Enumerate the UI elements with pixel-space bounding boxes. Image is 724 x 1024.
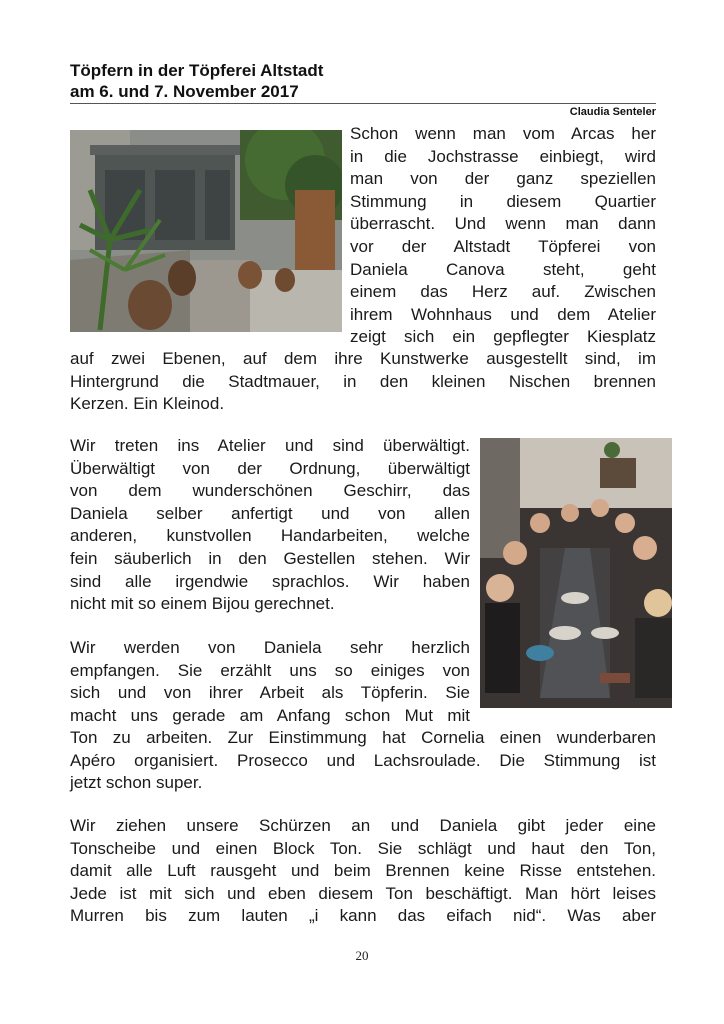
workshop-photo <box>480 438 672 708</box>
paragraph-4 <box>70 815 656 928</box>
text-line: damit alle Luft rausgeht und beim Brennen keine Risse entstehen. <box>70 861 656 881</box>
text-line: ihrem Wohnhaus und dem Atelier <box>350 304 656 324</box>
paragraph-3-full <box>70 727 656 795</box>
text-line: Kerzen. Ein Kleinod. <box>70 394 225 414</box>
text-line: sich und von ihrer Arbeit als Töpferin. Sie <box>70 683 470 703</box>
text-line: Hintergrund die Stadtmauer, in den kleinen Nischen brennen <box>70 371 656 391</box>
paragraph-3-wrapped <box>70 637 470 727</box>
text-line: Daniela selber anfertigt und von allen <box>70 503 470 523</box>
text-line: Daniela Canova steht, geht <box>350 259 656 279</box>
text-line: Murren bis zum lauten „i kann das eifach nid“. Was aber <box>70 906 656 926</box>
title-line-1: Töpfern in der Töpferei Altstadt <box>70 61 324 80</box>
text-line: man von der ganz speziellen <box>350 169 656 189</box>
text-line: fein säuberlich in den Gestellen stehen. Wir <box>70 548 470 568</box>
text-line: empfangen. Sie erzählt uns so einiges von <box>70 660 470 680</box>
text-line: macht uns gerade am Anfang schon Mut mit <box>70 705 470 725</box>
text-line: nicht mit so einem Bijou gerechnet. <box>70 594 335 614</box>
text-line: von dem wunderschönen Geschirr, das <box>70 481 470 501</box>
text-line: Jede ist mit sich und eben diesem Ton beschäftigt. Man hört leises <box>70 883 656 903</box>
page-number: 20 <box>355 948 369 963</box>
text-line: Überwältigt von der Ordnung, überwältigt <box>70 458 470 478</box>
courtyard-photo <box>70 130 342 332</box>
text-line: auf zwei Ebenen, auf dem ihre Kunstwerke ausgestellt sind, im <box>70 349 656 368</box>
text-line: vor der Altstadt Töpferei von <box>350 236 656 256</box>
text-line: Wir werden von Daniela sehr herzlich <box>70 638 470 657</box>
text-line: anderen, kunstvollen Handarbeiten, welche <box>70 526 470 546</box>
text-line: sind alle irgendwie sprachlos. Wir haben <box>70 571 470 591</box>
text-line: Ton zu arbeiten. Zur Einstimmung hat Cornelia einen wunderbaren <box>70 728 656 747</box>
text-line: Stimmung in diesem Quartier <box>350 191 656 211</box>
text-line: Apéro organisiert. Prosecco und Lachsroulade. Die Stimmung ist <box>70 750 656 770</box>
author-name: Claudia Senteler <box>569 106 656 118</box>
text-line: überrascht. Und wenn man dann <box>350 214 656 234</box>
title-rule <box>70 103 656 104</box>
text-line: einem das Herz auf. Zwischen <box>350 282 656 302</box>
text-line: jetzt schon super. <box>70 773 203 793</box>
article-title <box>70 60 660 102</box>
text-line: Wir ziehen unsere Schürzen an und Daniela gibt jeder eine <box>70 816 656 835</box>
text-line: in die Jochstrasse einbiegt, wird <box>350 146 656 166</box>
text-line: zeigt sich ein gepflegter Kiesplatz <box>350 327 656 347</box>
title-line-2: am 6. und 7. November 2017 <box>70 82 299 101</box>
text-line: Wir treten ins Atelier und sind überwältigt. <box>70 436 470 455</box>
text-line: Tonscheibe und einen Block Ton. Sie schlägt und haut den Ton, <box>70 838 656 858</box>
paragraph-2 <box>70 435 470 616</box>
paragraph-1-wrapped <box>350 123 656 349</box>
paragraph-1-full <box>70 348 656 416</box>
text-line: Schon wenn man vom Arcas her <box>350 124 656 143</box>
